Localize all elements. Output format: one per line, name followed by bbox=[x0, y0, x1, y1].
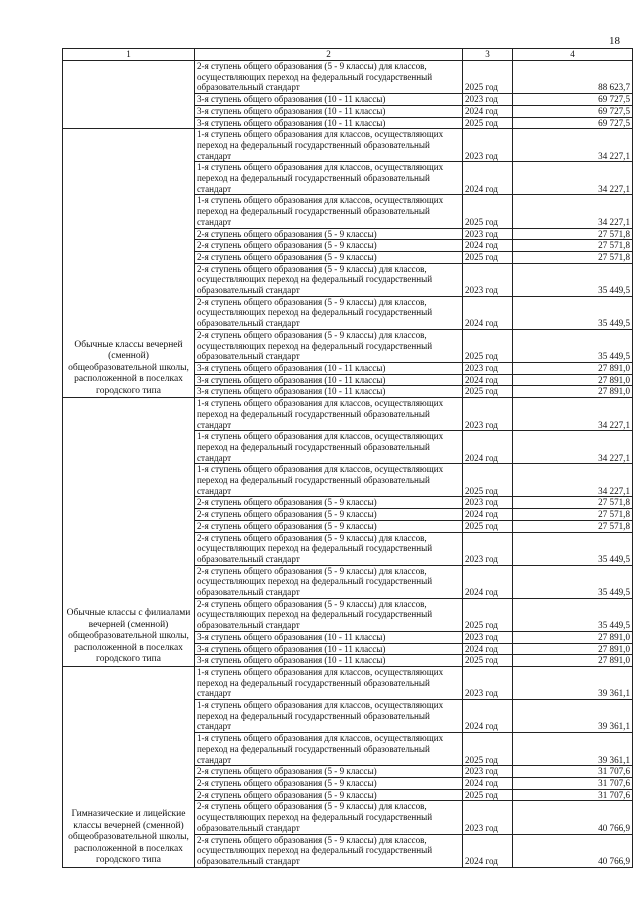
category-cell: Обычные классы с филиалами вечерней (сменной) общеобразовательной школы, расположенной в поселках городского типа bbox=[63, 398, 195, 667]
education-level-cell: 3-я ступень общего образования (10 - 11 классы) bbox=[195, 105, 463, 117]
education-level-cell: 2-я ступень общего образования (5 - 9 классы) bbox=[195, 766, 463, 778]
education-level-cell: 2-я ступень общего образования (5 - 9 классы) для классов, осуществляющих переход на федеральный государственный образовательный стандарт bbox=[195, 565, 463, 598]
norm-value-cell: 27 571,8 bbox=[513, 228, 633, 240]
education-level-cell: 3-я ступень общего образования (10 - 11 классы) bbox=[195, 631, 463, 643]
education-level-cell: 1-я ступень общего образования для классов, осуществляющих переход на федеральный государственный образовательный стандарт bbox=[195, 129, 463, 162]
page-number: 18 bbox=[609, 35, 620, 47]
education-level-cell: 2-я ступень общего образования (5 - 9 классы) для классов, осуществляющих переход на федеральный государственный образовательный стандарт bbox=[195, 61, 463, 94]
norm-value-cell: 27 571,8 bbox=[513, 251, 633, 263]
education-level-cell: 2-я ступень общего образования (5 - 9 классы) bbox=[195, 509, 463, 521]
education-level-cell: 3-я ступень общего образования (10 - 11 классы) bbox=[195, 643, 463, 655]
year-cell: 2023 год bbox=[463, 398, 513, 431]
norm-value-cell: 39 361,1 bbox=[513, 666, 633, 699]
education-level-cell: 1-я ступень общего образования для классов, осуществляющих переход на федеральный государственный образовательный стандарт bbox=[195, 398, 463, 431]
year-cell: 2024 год bbox=[463, 296, 513, 329]
year-cell: 2025 год bbox=[463, 386, 513, 398]
year-cell: 2024 год bbox=[463, 565, 513, 598]
year-cell: 2025 год bbox=[463, 195, 513, 228]
year-cell: 2024 год bbox=[463, 778, 513, 790]
norm-value-cell: 27 891,0 bbox=[513, 643, 633, 655]
education-level-cell: 2-я ступень общего образования (5 - 9 классы) bbox=[195, 789, 463, 801]
norm-value-cell: 39 361,1 bbox=[513, 733, 633, 766]
year-cell: 2023 год bbox=[463, 766, 513, 778]
year-cell: 2023 год bbox=[463, 631, 513, 643]
year-cell: 2025 год bbox=[463, 464, 513, 497]
norm-value-cell: 27 891,0 bbox=[513, 655, 633, 667]
education-level-cell: 2-я ступень общего образования (5 - 9 классы) bbox=[195, 240, 463, 252]
education-level-cell: 2-я ступень общего образования (5 - 9 классы) для классов, осуществляющих переход на федеральный государственный образовательный стандарт bbox=[195, 532, 463, 565]
category-cell: Гимназические и лицейские классы вечерней (сменной) общеобразовательной школы, расположенной в поселках городского типа bbox=[63, 666, 195, 867]
year-cell: 2023 год bbox=[463, 497, 513, 509]
norm-value-cell: 88 623,7 bbox=[513, 61, 633, 94]
norm-value-cell: 27 571,8 bbox=[513, 497, 633, 509]
column-number-3: 3 bbox=[463, 49, 513, 61]
table-row bbox=[63, 398, 633, 431]
education-level-cell: 2-я ступень общего образования (5 - 9 классы) для классов, осуществляющих переход на федеральный государственный образовательный стандарт bbox=[195, 296, 463, 329]
norm-value-cell: 34 227,1 bbox=[513, 398, 633, 431]
education-level-cell: 3-я ступень общего образования (10 - 11 классы) bbox=[195, 94, 463, 106]
year-cell: 2023 год bbox=[463, 666, 513, 699]
year-cell: 2024 год bbox=[463, 431, 513, 464]
table-body bbox=[63, 49, 633, 868]
norm-value-cell: 34 227,1 bbox=[513, 464, 633, 497]
norm-value-cell: 27 571,8 bbox=[513, 520, 633, 532]
norm-value-cell: 69 727,5 bbox=[513, 117, 633, 129]
education-level-cell: 2-я ступень общего образования (5 - 9 классы) bbox=[195, 251, 463, 263]
year-cell: 2023 год bbox=[463, 263, 513, 296]
education-level-cell: 2-я ступень общего образования (5 - 9 классы) для классов, осуществляющих переход на федеральный государственный образовательный стандарт bbox=[195, 598, 463, 631]
year-cell: 2023 год bbox=[463, 228, 513, 240]
year-cell: 2024 год bbox=[463, 240, 513, 252]
year-cell: 2023 год bbox=[463, 532, 513, 565]
norm-value-cell: 27 891,0 bbox=[513, 386, 633, 398]
year-cell: 2025 год bbox=[463, 329, 513, 362]
year-cell: 2025 год bbox=[463, 251, 513, 263]
norm-value-cell: 34 227,1 bbox=[513, 431, 633, 464]
norm-value-cell: 40 766,9 bbox=[513, 801, 633, 834]
norm-value-cell: 34 227,1 bbox=[513, 162, 633, 195]
year-cell: 2025 год bbox=[463, 598, 513, 631]
norm-value-cell: 34 227,1 bbox=[513, 129, 633, 162]
education-level-cell: 1-я ступень общего образования для классов, осуществляющих переход на федеральный государственный образовательный стандарт bbox=[195, 162, 463, 195]
norm-value-cell: 35 449,5 bbox=[513, 296, 633, 329]
education-level-cell: 2-я ступень общего образования (5 - 9 классы) для классов, осуществляющих переход на федеральный государственный образовательный стандарт bbox=[195, 801, 463, 834]
education-level-cell: 3-я ступень общего образования (10 - 11 классы) bbox=[195, 117, 463, 129]
year-cell: 2024 год bbox=[463, 162, 513, 195]
category-cell: Обычные классы вечерней (сменной) общеобразовательной школы, расположенной в поселках городского типа bbox=[63, 129, 195, 398]
education-level-cell: 2-я ступень общего образования (5 - 9 классы) для классов, осуществляющих переход на федеральный государственный образовательный стандарт bbox=[195, 834, 463, 867]
norm-value-cell: 40 766,9 bbox=[513, 834, 633, 867]
year-cell: 2024 год bbox=[463, 834, 513, 867]
year-cell: 2025 год bbox=[463, 520, 513, 532]
year-cell: 2024 год bbox=[463, 700, 513, 733]
norm-value-cell: 35 449,5 bbox=[513, 565, 633, 598]
norm-value-cell: 31 707,6 bbox=[513, 789, 633, 801]
norm-value-cell: 69 727,5 bbox=[513, 94, 633, 106]
year-cell: 2024 год bbox=[463, 643, 513, 655]
year-cell: 2025 год bbox=[463, 789, 513, 801]
norm-value-cell: 35 449,5 bbox=[513, 598, 633, 631]
column-number-4: 4 bbox=[513, 49, 633, 61]
year-cell: 2024 год bbox=[463, 105, 513, 117]
norm-value-cell: 31 707,6 bbox=[513, 766, 633, 778]
education-level-cell: 3-я ступень общего образования (10 - 11 классы) bbox=[195, 374, 463, 386]
year-cell: 2023 год bbox=[463, 801, 513, 834]
category-cell bbox=[63, 61, 195, 129]
education-level-cell: 3-я ступень общего образования (10 - 11 классы) bbox=[195, 655, 463, 667]
norm-value-cell: 31 707,6 bbox=[513, 778, 633, 790]
column-number-1: 1 bbox=[63, 49, 195, 61]
year-cell: 2024 год bbox=[463, 509, 513, 521]
education-level-cell: 1-я ступень общего образования для классов, осуществляющих переход на федеральный государственный образовательный стандарт bbox=[195, 666, 463, 699]
norm-value-cell: 35 449,5 bbox=[513, 263, 633, 296]
norm-value-cell: 27 891,0 bbox=[513, 362, 633, 374]
year-cell: 2025 год bbox=[463, 61, 513, 94]
norm-value-cell: 27 891,0 bbox=[513, 631, 633, 643]
norm-value-cell: 35 449,5 bbox=[513, 532, 633, 565]
norm-value-cell: 27 891,0 bbox=[513, 374, 633, 386]
year-cell: 2025 год bbox=[463, 733, 513, 766]
table-row bbox=[63, 129, 633, 162]
education-level-cell: 1-я ступень общего образования для классов, осуществляющих переход на федеральный государственный образовательный стандарт bbox=[195, 700, 463, 733]
education-level-cell: 2-я ступень общего образования (5 - 9 классы) bbox=[195, 497, 463, 509]
education-level-cell: 1-я ступень общего образования для классов, осуществляющих переход на федеральный государственный образовательный стандарт bbox=[195, 464, 463, 497]
norm-value-cell: 35 449,5 bbox=[513, 329, 633, 362]
education-level-cell: 2-я ступень общего образования (5 - 9 классы) для классов, осуществляющих переход на федеральный государственный образовательный стандарт bbox=[195, 263, 463, 296]
column-number-row bbox=[63, 49, 633, 61]
education-level-cell: 2-я ступень общего образования (5 - 9 классы) для классов, осуществляющих переход на федеральный государственный образовательный стандарт bbox=[195, 329, 463, 362]
education-level-cell: 3-я ступень общего образования (10 - 11 классы) bbox=[195, 386, 463, 398]
education-level-cell: 2-я ступень общего образования (5 - 9 классы) bbox=[195, 778, 463, 790]
norms-table bbox=[62, 48, 633, 868]
table-row bbox=[63, 61, 633, 94]
column-number-2: 2 bbox=[195, 49, 463, 61]
norm-value-cell: 27 571,8 bbox=[513, 240, 633, 252]
year-cell: 2023 год bbox=[463, 129, 513, 162]
education-level-cell: 1-я ступень общего образования для классов, осуществляющих переход на федеральный государственный образовательный стандарт bbox=[195, 733, 463, 766]
education-level-cell: 1-я ступень общего образования для классов, осуществляющих переход на федеральный государственный образовательный стандарт bbox=[195, 431, 463, 464]
norm-value-cell: 39 361,1 bbox=[513, 700, 633, 733]
year-cell: 2025 год bbox=[463, 117, 513, 129]
year-cell: 2025 год bbox=[463, 655, 513, 667]
year-cell: 2023 год bbox=[463, 362, 513, 374]
year-cell: 2023 год bbox=[463, 94, 513, 106]
education-level-cell: 2-я ступень общего образования (5 - 9 классы) bbox=[195, 228, 463, 240]
education-level-cell: 3-я ступень общего образования (10 - 11 классы) bbox=[195, 362, 463, 374]
norm-value-cell: 34 227,1 bbox=[513, 195, 633, 228]
education-level-cell: 2-я ступень общего образования (5 - 9 классы) bbox=[195, 520, 463, 532]
norm-value-cell: 69 727,5 bbox=[513, 105, 633, 117]
table-row bbox=[63, 666, 633, 699]
norm-value-cell: 27 571,8 bbox=[513, 509, 633, 521]
education-level-cell: 1-я ступень общего образования для классов, осуществляющих переход на федеральный государственный образовательный стандарт bbox=[195, 195, 463, 228]
year-cell: 2024 год bbox=[463, 374, 513, 386]
